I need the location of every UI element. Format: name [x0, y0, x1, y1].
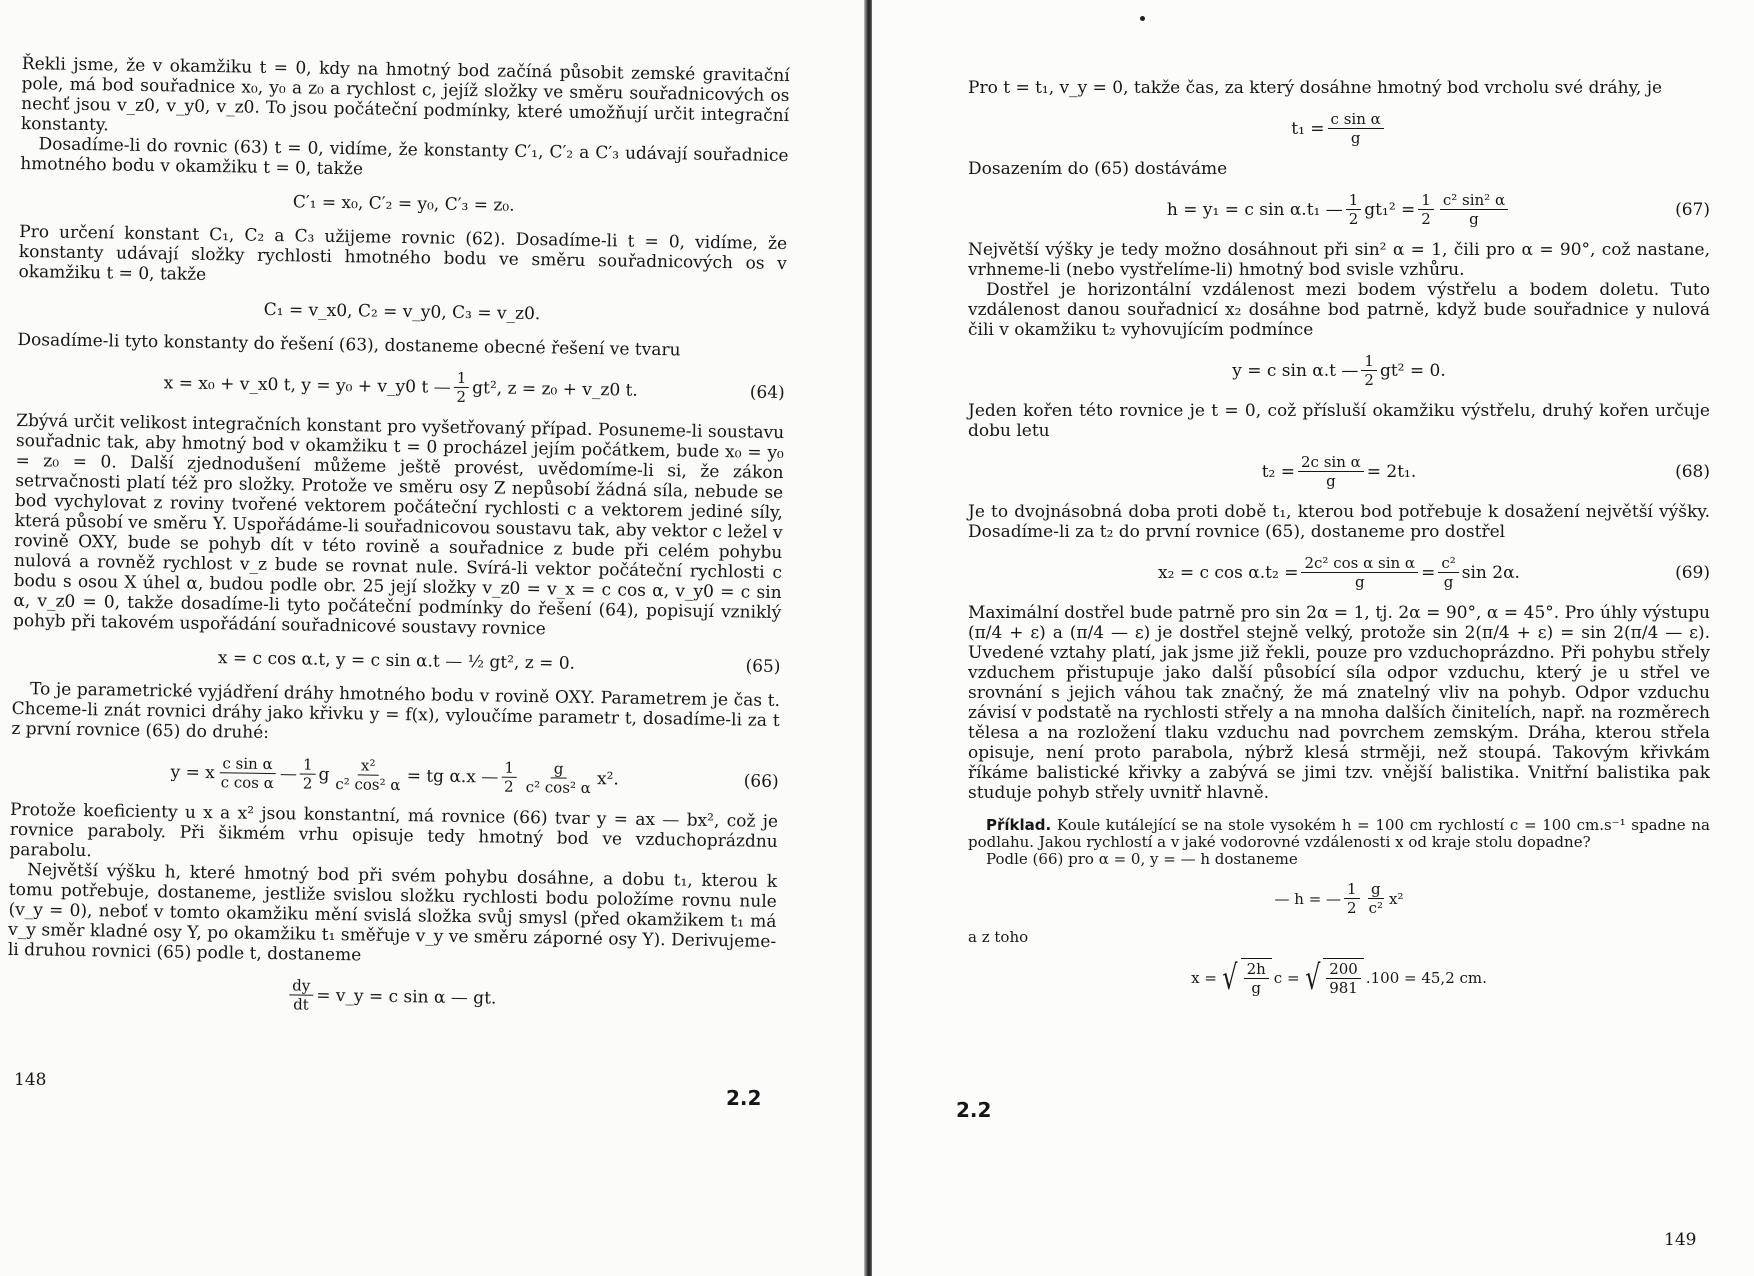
equation-65	[12, 643, 780, 679]
paragraph: Dosadíme-li do rovnic (63) t = 0, vidíme, že konstanty C′₁, C′₂ a C′₃ udávají souřadnice hmotného bodu v okamžiku t = 0, takže	[20, 134, 789, 180]
right-page	[872, 0, 1754, 1276]
example-label: Příklad.	[986, 816, 1052, 834]
denominator: g	[1326, 472, 1336, 490]
numerator: 2h	[1244, 960, 1269, 979]
equation-number: (66)	[743, 770, 779, 792]
left-page-content	[7, 54, 790, 1033]
equation-text: x = c cos α.t, y = c sin α.t — ½ gt², z = 0.	[217, 648, 576, 674]
equation-text: = 2t₁.	[1366, 461, 1417, 482]
paragraph: Zbývá určit velikost integračních konstant pro vyšetřovaný případ. Posuneme-li soustavu souřadnic tak, aby hmotný bod v okamžiku t = 0 procházel jejím počátkem, bude x₀ = y₀ = z₀ = 0. Další zjednodušení můžeme ještě provést, uvědomíme-li si, že zákon setrvačnosti platí též pro složky. Protože ve směru osy Z nepůsobí žádná síla, nebude se bod vychylovat z roviny tvořené vektorem počáteční rychlosti c a vektorem jediné síly, která působí ve směru Y. Uspořádáme-li souřadnicovou soustavu tak, aby vektor c ležel v rovině OXY, bude se pohyb dít v této rovině a souřadnice z bude při celém pohybu nulová a rovněž rychlost v_z bude se rovnat nule. Svírá-li vektor počáteční rychlosti c bodu s osou X úhel α, budou podle obr. 25 její složky v_z0 = v_x = c cos α, v_y0 = c sin α, v_z0 = 0, takže dosadíme-li tyto počáteční podmínky do řešení (64), popisují vzniklý pohyb při takovém uspořádání souřadnicové soustavy rovnice	[12, 410, 785, 640]
equation-text: —	[279, 763, 298, 784]
denominator: c cos α	[220, 773, 274, 793]
equation-text: C′₁ = x₀, C′₂ = y₀, C′₃ = z₀.	[292, 192, 515, 216]
fraction	[453, 369, 469, 406]
equation-text: x = x₀ + v_x0 t, y = y₀ + v_y0 t —	[163, 372, 451, 398]
denominator: 2	[1364, 371, 1374, 389]
numerator: x²	[358, 756, 379, 775]
equation-number: (67)	[1675, 199, 1710, 220]
denominator: g	[1251, 979, 1261, 997]
equation-text: gt₁² =	[1364, 199, 1416, 220]
equation-text: x²	[1389, 889, 1404, 908]
fraction	[1440, 191, 1508, 228]
denominator: g	[1469, 210, 1479, 228]
fraction	[300, 755, 316, 792]
equation-text: =	[1421, 562, 1436, 583]
equation-text: t₁ =	[1291, 118, 1325, 139]
numerator: g	[1368, 880, 1384, 899]
numerator: 2c² cos α sin α	[1301, 554, 1418, 573]
equation-text: = v_y = c sin α — gt.	[316, 985, 497, 1009]
paragraph: Největší výšky je tedy možno dosáhnout při sin² α = 1, čili pro α = 90°, což nastane, vrhneme-li (nebo vystřelíme-li) hmotný bod svisle vzhůru.	[968, 240, 1710, 280]
equation-text: — h = —	[1274, 889, 1342, 908]
numerator: 200	[1326, 960, 1361, 979]
numerator: c²	[1438, 554, 1458, 573]
denominator: 2	[1348, 210, 1359, 228]
fraction	[1344, 880, 1360, 917]
denominator: 2	[456, 387, 467, 407]
paragraph: Jeden kořen této rovnice je t = 0, což přísluší okamžiku výstřelu, druhý kořen určuje dobu letu	[968, 401, 1710, 441]
page-number: 149	[1664, 1230, 1697, 1250]
example-paragraph: a z toho	[968, 928, 1029, 946]
denominator: 2	[302, 774, 313, 793]
section-marker: 2.2	[726, 1086, 762, 1110]
equation-69	[968, 554, 1710, 591]
example-paragraph	[968, 817, 1710, 851]
example-paragraph: Podle (66) pro α = 0, y = — h dostaneme	[986, 850, 1298, 868]
numerator: 1	[1418, 191, 1434, 210]
equation-number: (65)	[745, 656, 781, 677]
fraction	[1244, 960, 1269, 997]
paragraph: Pro určení konstant C₁, C₂ a C₃ užijeme rovnic (62). Dosadíme-li t = 0, vidíme, že konstanty udávají složky rychlosti hmotného bodu ve směru souřadnicových os v okamžiku t = 0, takže	[18, 221, 788, 285]
equation-y-zero	[968, 352, 1710, 389]
paragraph: To je parametrické vyjádření dráhy hmotného bodu v rovině OXY. Parametrem je čas t. Chceme-li znát rovnici dráhy jako křivku y = f(x), vyloučíme parametr t, dosadíme-li za t z první rovnice (65) do druhé:	[11, 679, 781, 743]
paragraph: Dosadíme-li tyto konstanty do řešení (63), dostaneme obecné řešení ve tvaru	[17, 329, 681, 361]
denominator: 2	[503, 777, 514, 796]
numerator: 1	[1346, 191, 1362, 210]
page-number: 148	[14, 1070, 47, 1090]
fraction	[332, 756, 404, 794]
equation-text: gt² = 0.	[1379, 360, 1446, 381]
equation-number: (69)	[1675, 562, 1710, 583]
radical-sign-icon: √	[1222, 957, 1238, 998]
equation-67	[968, 191, 1710, 228]
equation-t1	[968, 110, 1710, 147]
equation-text: C₁ = v_x0, C₂ = v_y0, C₃ = v_z0.	[263, 299, 541, 325]
denominator: c²	[1368, 899, 1384, 917]
numerator: c sin α	[1328, 110, 1384, 129]
fraction	[1438, 554, 1458, 591]
radical-sign-icon: √	[1304, 957, 1320, 998]
equation-text: x =	[1191, 968, 1217, 987]
equation-number: (64)	[749, 381, 785, 403]
numerator: 1	[454, 369, 470, 388]
paragraph: Řekli jsme, že v okamžiku t = 0, kdy na hmotný bod začíná působit zemské gravitační pole, má bod souřadnice x₀, y₀ a z₀ a rychlost c, jejíž složky ve směru souřadnicových os nechť jsou v_z0, v_y0, v_z0. To jsou počáteční podmínky, které umožňují určit integrační konstanty.	[20, 54, 790, 136]
right-page-content	[968, 78, 1710, 1009]
fraction	[1346, 191, 1362, 228]
denominator: g	[1350, 129, 1361, 147]
denominator: c² cos² α	[525, 778, 592, 798]
equation-text: gt², z = z₀ + v_z0 t.	[472, 377, 639, 401]
fraction	[1328, 110, 1384, 147]
equation-66	[10, 751, 778, 800]
fraction	[1418, 191, 1434, 228]
numerator: 1	[300, 755, 316, 774]
equation-64	[17, 362, 785, 411]
paragraph: Dostřel je horizontální vzdálenost mezi bodem výstřelu a bodem doletu. Tuto vzdálenost danou souřadnicí x₂ dosáhne bod patrně, když bude souřadnice y nulová čili v okamžiku t₂ vyhovujícím podmínce	[968, 280, 1710, 340]
radicand	[1323, 958, 1364, 997]
denominator: g	[1354, 573, 1365, 591]
paragraph: Největší výšku h, které hmotný bod při svém pohybu dosáhne, a dobu t₁, kterou k tomu potřebuje, dostaneme, jestliže svislou složku rychlosti bodu položíme rovnu nule (v_y = 0), neboť v tomto okamžiku mění svislá složka svůj smysl (před okamžikem t₁ má v_y směr kladné osy Y, po okamžiku t₁ směřuje v_y ve směru záporné osy Y). Derivujeme-li druhou rovnici (65) podle t, dostaneme	[7, 860, 778, 966]
example-text: Koule kutálející se na stole vysokém h = 100 cm rychlostí c = 100 cm.s⁻¹ spadne na podlahu. Jakou rychlostí a v jaké vodorovné vzdálenosti x od kraje stolu dopadne?	[968, 816, 1710, 851]
paragraph: Protože koeficienty u x a x² jsou konstantní, má rovnice (66) tvar y = ax — bx², což je rovnice paraboly. Při šikmém vrhu opisuje tedy hmotný bod ve vzduchoprázdnu parabolu.	[9, 799, 779, 862]
equation-text: h = y₁ = c sin α.t₁ —	[1166, 199, 1343, 220]
numerator: 2c sin α	[1298, 453, 1364, 472]
equation-text: x².	[596, 768, 620, 789]
example-equation	[968, 958, 1710, 997]
denominator: 2	[1347, 899, 1357, 917]
equation	[18, 294, 786, 330]
fraction	[1361, 352, 1377, 389]
fraction	[1326, 960, 1361, 997]
paragraph: Je to dvojnásobná doba proti době t₁, kterou bod potřebuje k dosažení největší výšky. Dosadíme-li za t₂ do první rovnice (65), dostaneme pro dostřel	[968, 502, 1710, 542]
equation-text: .100 = 45,2 cm.	[1365, 968, 1487, 987]
square-root	[1219, 958, 1272, 997]
equation-text: x₂ = c cos α.t₂ =	[1158, 562, 1299, 583]
paragraph: Maximální dostřel bude patrně pro sin 2α = 1, tj. 2α = 90°, α = 45°. Pro úhly výstupu (π/4 + ε) a (π/4 — ε) je dostřel stejně velký, protože sin 2(π/4 + ε) = sin 2(π/4 — ε). Uvedené vztahy platí, jak jsme již řekli, pouze pro vzduchoprázdno. Při pohybu střely vzduchem přistupuje jako další působící síla odpor vzduchu, který je u střel ve srovnání s jejich váhou tak značný, že má znatelný vliv na pohyb. Odpor vzduchu závisí v podstatě na rychlosti střely a na mnoha dalších činitelích, např. na rozměrech tělesa a na rozložení tlaku vzduchu nad povrchem zemským. Dráha, kterou střela opisuje, není proto parabola, nýbrž klesá strměji, než stoupá. Takovým křivkám říkáme balistické křivky a zabývá se jimi tzv. vnější balistika. Vnitřní balistika pak studuje pohyb střely uvnitř hlavně.	[968, 603, 1710, 803]
fraction	[1301, 554, 1418, 591]
equation-68	[968, 453, 1710, 490]
denominator: dt	[293, 995, 309, 1014]
denominator: 2	[1421, 210, 1431, 228]
numerator: 1	[501, 759, 517, 778]
section-marker: 2.2	[956, 1098, 992, 1122]
paragraph: Dosazením do (65) dostáváme	[968, 159, 1228, 179]
fraction	[1298, 453, 1364, 490]
numerator: c sin α	[219, 754, 276, 774]
paragraph: Pro t = t₁, v_y = 0, takže čas, za který dosáhne hmotný bod vrcholu své dráhy, je	[968, 78, 1663, 98]
numerator: 1	[1344, 880, 1360, 899]
equation-text: = tg α.x —	[406, 765, 499, 788]
equation	[20, 186, 788, 222]
denominator: c² cos² α	[335, 775, 401, 795]
fraction	[501, 759, 517, 796]
numerator: 1	[1361, 352, 1377, 371]
denominator: g	[1443, 573, 1454, 591]
equation-text: t₂ =	[1261, 461, 1295, 482]
equation-text: y = c sin α.t —	[1232, 360, 1359, 381]
equation-derivative	[7, 972, 775, 1021]
numerator: c² sin² α	[1440, 191, 1508, 210]
example-block	[968, 817, 1710, 997]
equation-text: sin 2α.	[1461, 562, 1520, 583]
numerator: g	[551, 759, 567, 778]
print-speck	[1140, 16, 1145, 21]
fraction	[1366, 880, 1386, 917]
numerator: dy	[289, 976, 313, 995]
equation-number: (68)	[1675, 461, 1710, 482]
fraction	[289, 976, 314, 1013]
square-root	[1302, 958, 1364, 997]
equation-text: c =	[1273, 968, 1300, 987]
equation-text: g	[318, 764, 330, 785]
left-page	[0, 0, 866, 1276]
denominator: 981	[1329, 979, 1358, 997]
equation-text: y = x	[170, 761, 215, 783]
radicand	[1241, 958, 1272, 997]
fraction	[218, 754, 278, 792]
fraction	[523, 759, 595, 797]
example-equation	[968, 880, 1710, 917]
